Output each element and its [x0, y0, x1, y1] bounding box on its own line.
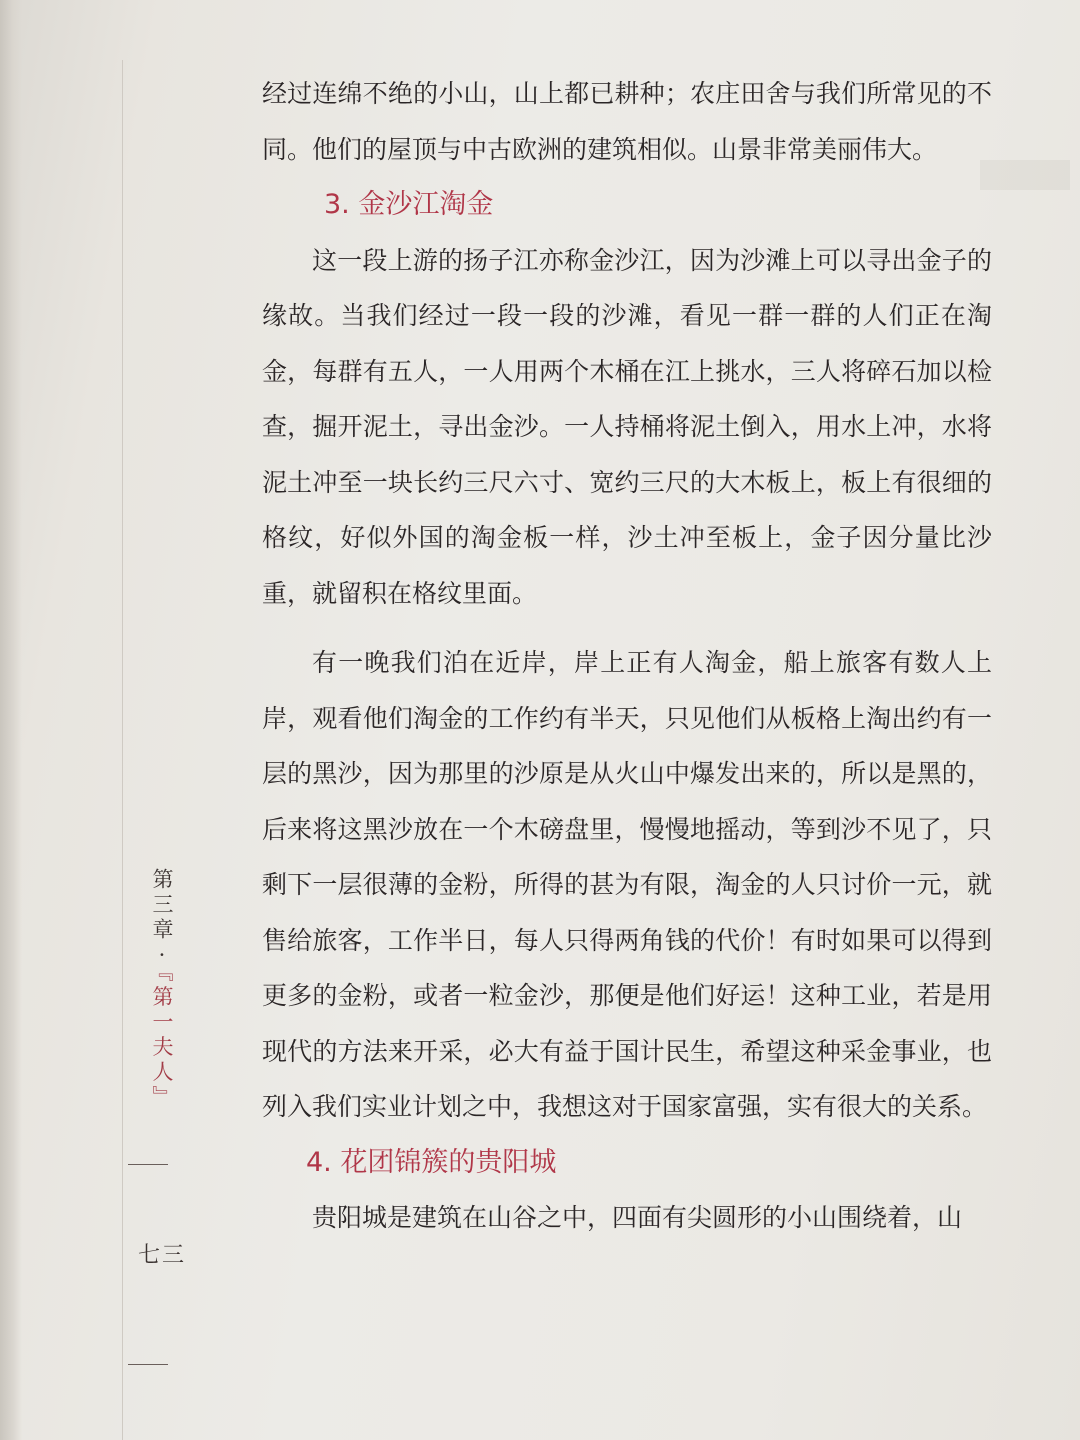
page-number: 七三: [138, 1243, 187, 1268]
show-through-shadow: [980, 160, 1070, 190]
margin-rule: [122, 60, 123, 1440]
paragraph-4: 贵阳城是建筑在山谷之中，四面有尖圆形的小山围绕着，山: [312, 1203, 963, 1232]
side-rule-bottom: [128, 1364, 168, 1365]
paragraph-3: 有一晚我们泊在近岸，岸上正有人淘金，船上旅客有数人上岸，观看他们淘金的工作约有半天，只见他们从板格上淘出约有一层的黑沙，因为那里的沙原是从火山中爆发出来的，所以是黑的，后来将这黑沙放在一个木磅盘里，慢慢地摇动，等到沙不见了，只剩下一层很薄的金粉，所得的甚为有限，淘金的人只讨价一元，就售给旅客，工作半日，每人只得两角钱的代价！有时如果可以得到更多的金粉，或者一粒金沙，那便是他们好运！这种工业，若是用现代的方法来开采，必大有益于国计民生，希望这种采金事业，也列入我们实业计划之中，我想这对于国家富强，实有很大的关系。: [262, 648, 992, 1121]
section-heading-3: 3. 金沙江淘金: [324, 189, 494, 220]
chapter-title-label: 『第一夫人』: [150, 971, 174, 1111]
main-text-column: [262, 66, 992, 1246]
paragraph-1: 经过连绵不绝的小山，山上都已耕种；农庄田舍与我们所常见的不同。他们的屋顶与中古欧洲的建筑相似。山景非常美丽伟大。: [262, 79, 992, 164]
side-rule-top: [128, 1164, 168, 1165]
section-heading-4: 4. 花团锦簇的贵阳城: [306, 1146, 557, 1178]
page-binding-shadow: [0, 0, 22, 1440]
paragraph-2: 这一段上游的扬子江亦称金沙江，因为沙滩上可以寻出金子的缘故。当我们经过一段一段的沙滩，看见一群一群的人们正在淘金，每群有五人，一人用两个木桶在江上挑水，三人将碎石加以检查，掘开泥土，寻出金沙。一人持桶将泥土倒入，用水上冲，水将泥土冲至一块长约三尺六寸、宽约三尺的大木板上，板上有很细的格纹，好似外国的淘金板一样，沙土冲至板上，金子因分量比沙重，就留积在格纹里面。: [262, 245, 992, 608]
chapter-label: 第三章·: [150, 868, 174, 971]
chapter-side-label: [132, 868, 172, 1111]
